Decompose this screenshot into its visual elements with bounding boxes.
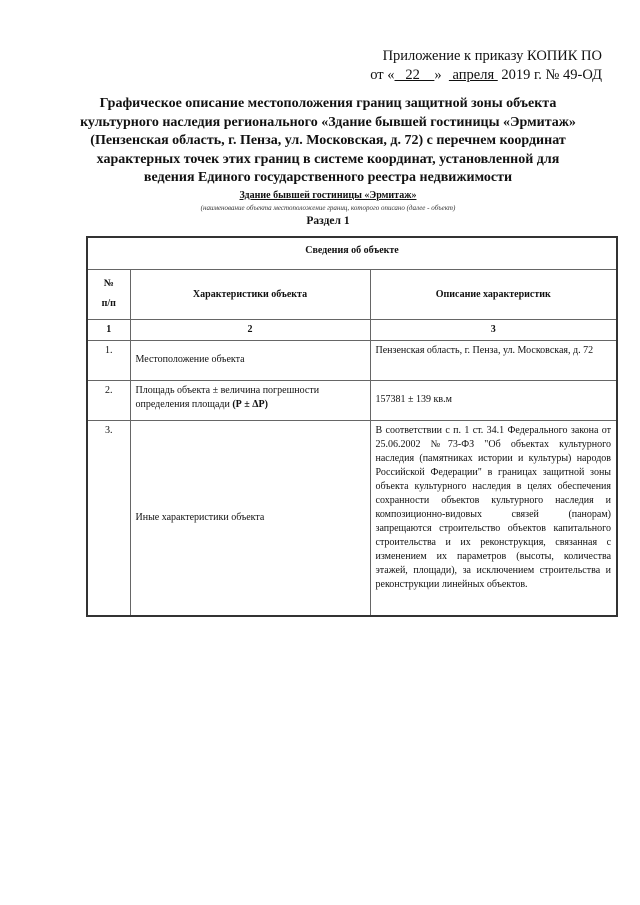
col-index-2: 2 [130,319,370,340]
table-caption-text: Сведения об объекте [305,245,399,256]
object-name: Здание бывшей гостиницы «Эрмитаж» [239,190,417,201]
row-number: 1. [87,340,130,380]
row-characteristic-formula: (Р ± ΔР) [232,398,268,410]
row-description: 157381 ± 139 кв.м [370,380,617,420]
appendix-line2 [370,66,602,85]
appendix-day: 22 [394,67,435,83]
table-caption [87,237,617,269]
row-number: 2. [87,380,130,420]
appendix-line1: Приложение к приказу КОПИК ПО [382,48,602,64]
col-header-no-line2: п/п [101,298,116,309]
section-title: Раздел 1 [306,215,350,227]
table-row [87,380,617,420]
document-title: Графическое описание местоположения границ защитной зоны объекта культурного наследия регионального «Здание бывшей гостиницы «Эрмитаж» (Пензенская область, г. Пенза, ул. Московская, д. 72) с перечнем координат характерных точек этих границ в системе координат, установленной для ведения Единого государственного реестра недвижимости [80,96,576,185]
col-header-no-line1: № [103,278,114,289]
col-header-description: Описание характеристик [370,269,617,319]
row-characteristic: Иные характеристики объекта [130,420,370,616]
object-info-table [86,236,618,617]
row-characteristic [130,380,370,420]
table-row [87,340,617,380]
table-row [87,420,617,616]
row-number: 3. [87,420,130,616]
appendix-month: апреля [448,67,498,83]
row-characteristic-text: Площадь объекта ± величина погрешности определения площади [135,384,320,410]
col-header-no [87,269,130,319]
row-description: В соответствии с п. 1 ст. 34.1 Федерального закона от 25.06.2002 №73-ФЗ "Об объектах культурного наследия (памятниках истории и культуры) народов Российской Федерации" в границах защитной зоны объекта культурного наследия в целях обеспечения сохранности объектов культурного наследия и композиционно-видовых связей (панорам) запрещаются строительство объектов капитального строительства и их реконструкция, связанная с изменением их параметров (высоты, количества этажей, площади), за исключением строительства и реконструкции линейных объектов. [370,420,617,616]
row-description: Пензенская область, г. Пенза, ул. Московская, д. 72 [370,340,617,380]
col-index-1: 1 [87,319,130,340]
object-name-hint: (наименование объекта местоположение границ, которого описано (далее - объект) [200,204,456,212]
col-index-3: 3 [370,319,617,340]
col-header-characteristics: Характеристики объекта [130,269,370,319]
row-characteristic: Местоположение объекта [130,340,370,380]
appendix-sep: » [434,67,449,83]
appendix-header [370,47,602,85]
appendix-prefix: от « [370,67,395,83]
appendix-suffix: 2019 г. № 49-ОД [497,67,602,83]
